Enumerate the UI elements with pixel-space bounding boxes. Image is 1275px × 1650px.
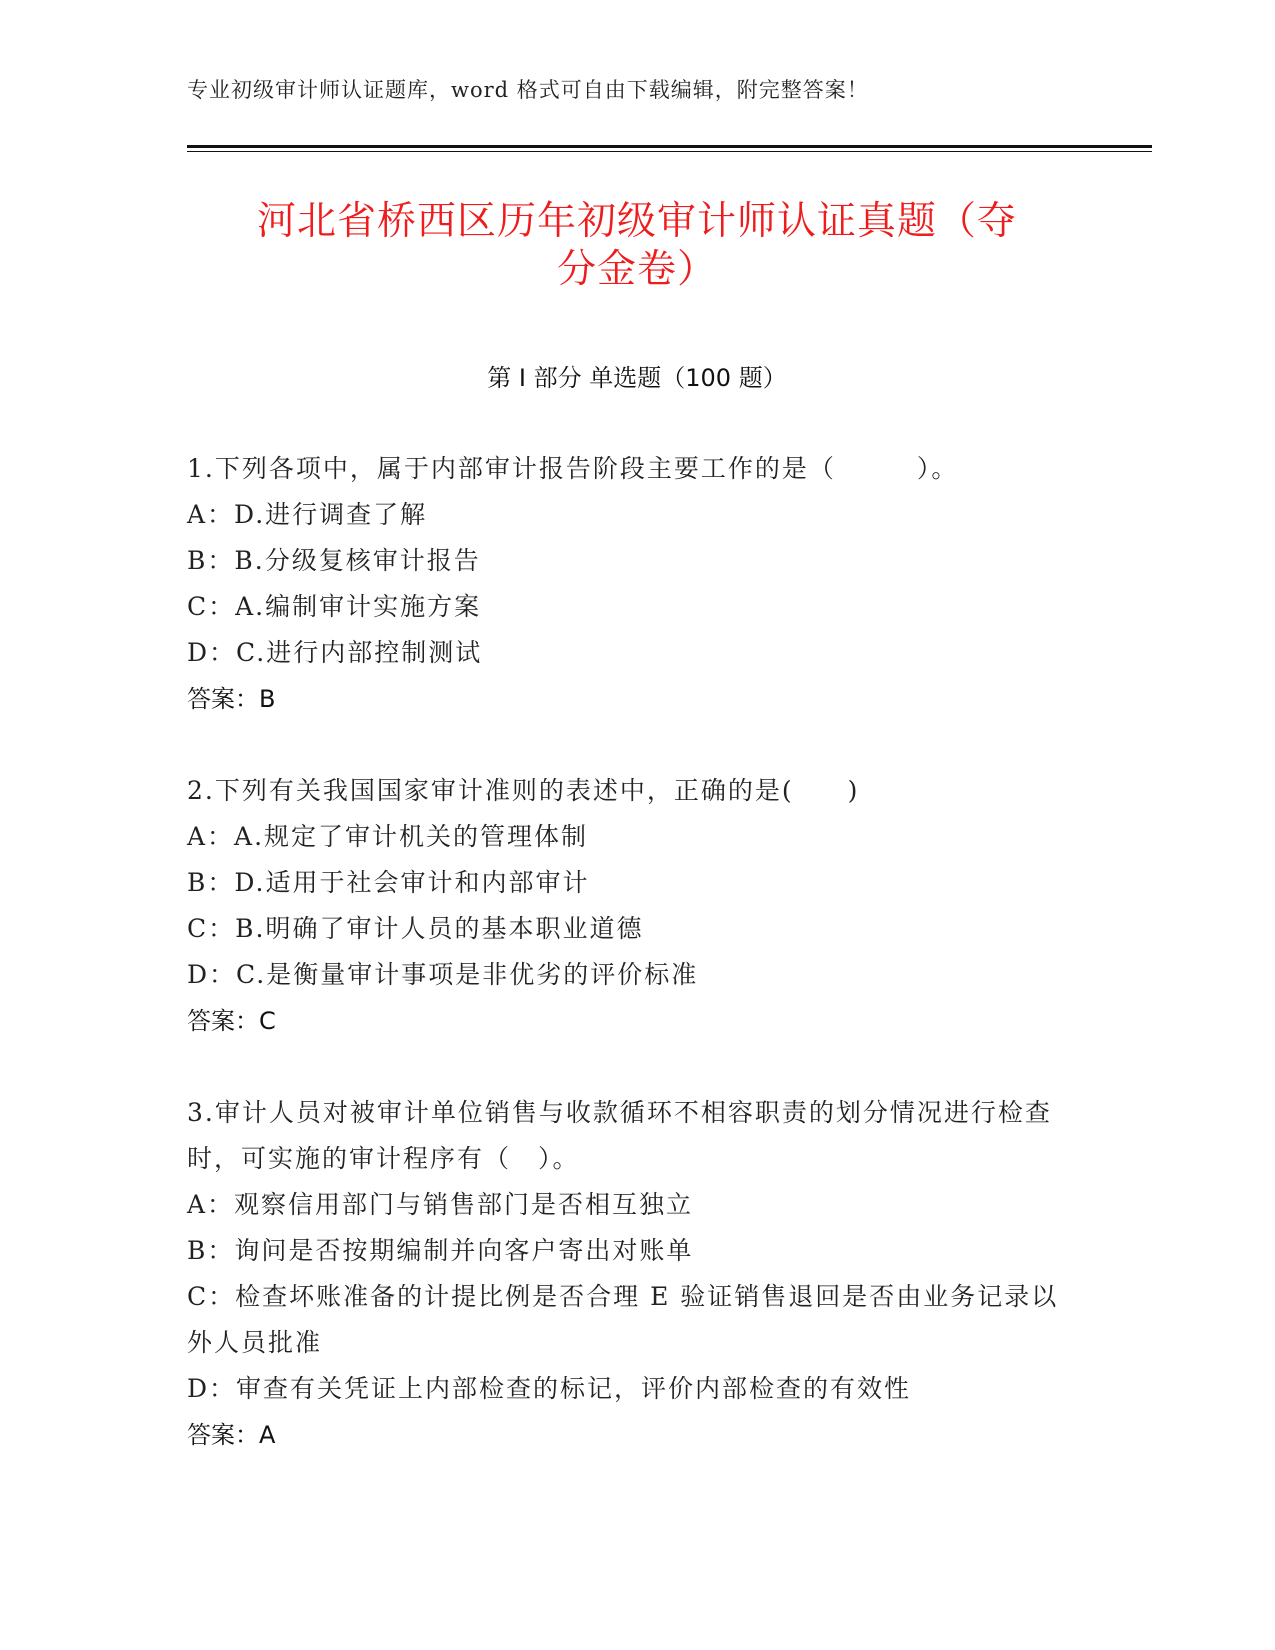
option-d: D：C.进行内部控制测试 <box>187 638 483 667</box>
question-2 <box>187 768 1077 1044</box>
header-rule-thin <box>187 151 1152 152</box>
option-c: C：B.明确了审计人员的基本职业道德 <box>187 914 644 943</box>
title-line-1: 河北省桥西区历年初级审计师认证真题（夺 <box>256 199 1017 244</box>
answer: 答案：C <box>187 1007 276 1035</box>
header-note: 专业初级审计师认证题库，word 格式可自由下载编辑，附完整答案！ <box>187 78 869 102</box>
answer: 答案：A <box>187 1421 276 1449</box>
question-3 <box>187 1090 1077 1458</box>
title-line-2: 分金卷） <box>556 247 717 292</box>
option-c: C：检查坏账准备的计提比例是否合理 E 验证销售退回是否由业务记录以外人员批准 <box>187 1282 1059 1357</box>
question-stem: 3.审计人员对被审计单位销售与收款循环不相容职责的划分情况进行检查时，可实施的审计程序有（ ）。 <box>187 1098 1052 1173</box>
header-rule-thick <box>187 145 1152 148</box>
option-b: B：D.适用于社会审计和内部审计 <box>187 868 590 897</box>
option-d: D：C.是衡量审计事项是非优劣的评价标准 <box>187 960 699 989</box>
option-b: B：B.分级复核审计报告 <box>187 546 481 575</box>
section-heading: 第 I 部分 单选题（100 题） <box>487 364 787 392</box>
option-c: C：A.编制审计实施方案 <box>187 592 482 621</box>
document-title <box>187 198 1087 294</box>
option-d: D：审查有关凭证上内部检查的标记，评价内部检查的有效性 <box>187 1374 912 1403</box>
answer: 答案：B <box>187 685 276 713</box>
question-list <box>187 446 1077 1504</box>
option-a: A：A.规定了审计机关的管理体制 <box>187 822 589 851</box>
option-a: A：D.进行调查了解 <box>187 500 428 529</box>
question-stem: 1.下列各项中，属于内部审计报告阶段主要工作的是（ ）。 <box>187 454 959 483</box>
question-1 <box>187 446 1077 722</box>
option-a: A：观察信用部门与销售部门是否相互独立 <box>187 1190 694 1219</box>
question-stem: 2.下列有关我国国家审计准则的表述中，正确的是( ) <box>187 776 860 805</box>
option-b: B：询问是否按期编制并向客户寄出对账单 <box>187 1236 694 1265</box>
